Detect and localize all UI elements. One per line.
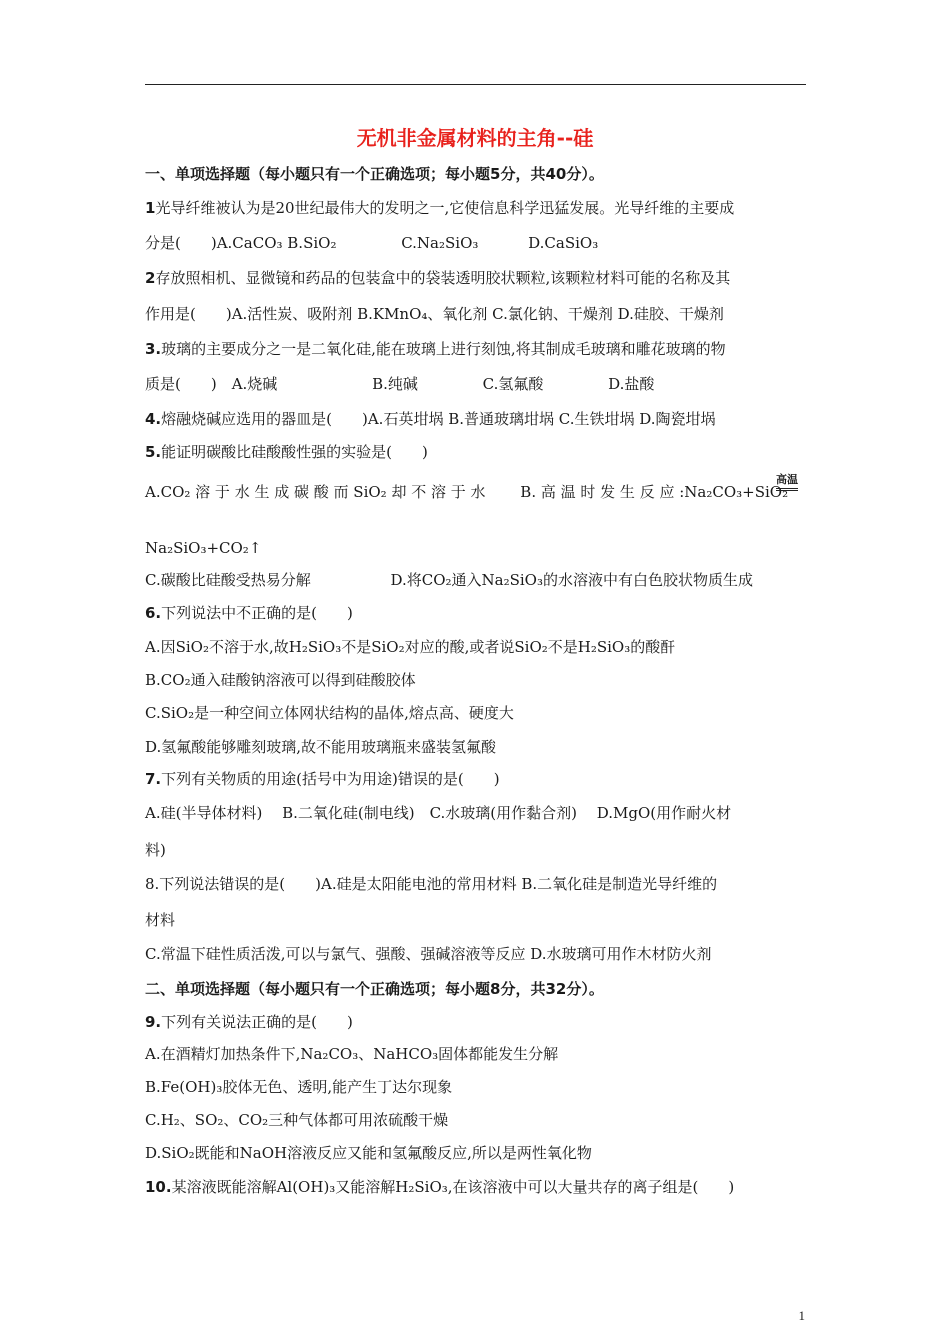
- question-number: 7.: [145, 770, 162, 788]
- text-line: [145, 910, 175, 930]
- line-text: C.SiO₂是一种空间立体网状结构的晶体,熔点高、硬度大: [145, 704, 514, 722]
- question-number: 2: [145, 269, 156, 287]
- text-line: [145, 304, 724, 324]
- question-number: 10.: [145, 1178, 172, 1196]
- text-line: [145, 603, 353, 623]
- question-number: 4.: [145, 410, 162, 428]
- line-text: 料): [145, 841, 166, 859]
- text-line: [145, 1110, 448, 1130]
- document-title: 无机非金属材料的主角--硅: [356, 126, 594, 150]
- line-text: 下列有关物质的用途(括号中为用途)错误的是( ): [161, 770, 500, 788]
- text-line: [145, 233, 598, 253]
- line-text: C.常温下硅性质活泼,可以与氯气、强酸、强碱溶液等反应 D.水玻璃可用作木材防火剂: [145, 945, 712, 963]
- line-text: 玻璃的主要成分之一是二氧化硅,能在玻璃上进行刻蚀,将其制成毛玻璃和雕花玻璃的物: [161, 340, 726, 358]
- text-line: [145, 874, 717, 894]
- reaction-condition-mark: 高温: [776, 474, 798, 491]
- text-line: [145, 1044, 558, 1064]
- line-text: 质是( ) A.烧碱 B.纯碱 C.氢氟酸 D.盐酸: [145, 375, 655, 393]
- text-line: [145, 482, 788, 502]
- text-line: [145, 840, 166, 860]
- line-text: C.H₂、SO₂、CO₂三种气体都可用浓硫酸干燥: [145, 1111, 449, 1129]
- line-text: D.SiO₂既能和NaOH溶液反应又能和氢氟酸反应,所以是两性氧化物: [145, 1144, 592, 1162]
- text-line: [145, 1143, 592, 1163]
- line-text: Na₂SiO₃+CO₂↑: [145, 539, 262, 557]
- section-2-heading: 二、单项选择题（每小题只有一个正确选项；每小题8分，共32分）。: [145, 980, 604, 998]
- line-text: D.氢氟酸能够雕刻玻璃,故不能用玻璃瓶来盛装氢氟酸: [145, 738, 497, 756]
- text-line: [145, 409, 716, 429]
- header-rule: [145, 84, 806, 85]
- text-line: [145, 538, 261, 558]
- line-text: 材料: [145, 911, 176, 929]
- text-line: [145, 803, 731, 823]
- question-number: 5.: [145, 443, 162, 461]
- section-1-heading: 一、单项选择题（每小题只有一个正确选项；每小题5分，共40分）。: [145, 165, 604, 183]
- text-line: [145, 670, 416, 690]
- page-number: 1: [798, 1308, 805, 1323]
- line-text: B.CO₂通入硅酸钠溶液可以得到硅酸胶体: [145, 671, 416, 689]
- question-number: 1: [145, 199, 156, 217]
- line-text: 存放照相机、显微镜和药品的包装盒中的袋装透明胶状颗粒,该颗粒材料可能的名称及其: [155, 269, 731, 287]
- text-line: [145, 442, 428, 462]
- line-text: 光导纤维被认为是20世纪最伟大的发明之一,它使信息科学迅猛发展。光导纤维的主要成: [155, 199, 735, 217]
- text-line: [145, 339, 726, 359]
- text-line: [145, 374, 654, 394]
- question-number: 3.: [145, 340, 162, 358]
- line-text: 熔融烧碱应选用的器皿是( )A.石英坩埚 B.普通玻璃坩埚 C.生铁坩埚 D.陶瓷坩埚: [161, 410, 716, 428]
- line-text: 分是( )A.CaCO₃ B.SiO₂ C.Na₂SiO₃ D.CaSiO₃: [145, 234, 599, 252]
- text-line: [145, 1077, 452, 1097]
- line-text: A.因SiO₂不溶于水,故H₂SiO₃不是SiO₂对应的酸,或者说SiO₂不是H₂SiO₃的酸酐: [145, 638, 676, 656]
- line-text: A.在酒精灯加热条件下,Na₂CO₃、NaHCO₃固体都能发生分解: [145, 1045, 559, 1063]
- line-text: 8.下列说法错误的是( )A.硅是太阳能电池的常用材料 B.二氧化硅是制造光导纤维的: [145, 875, 718, 893]
- line-text: 某溶液既能溶解Al(OH)₃又能溶解H₂SiO₃,在该溶液中可以大量共存的离子组是( ): [171, 1178, 735, 1196]
- text-line: [145, 703, 514, 723]
- question-number: 9.: [145, 1013, 162, 1031]
- question-number: 6.: [145, 604, 162, 622]
- text-line: [145, 268, 730, 288]
- line-text: 能证明碳酸比硅酸酸性强的实验是( ): [161, 443, 428, 461]
- line-text: 作用是( )A.活性炭、吸附剂 B.KMnO₄、氧化剂 C.氯化钠、干燥剂 D.硅胶、干燥剂: [145, 305, 724, 323]
- line-text: B.Fe(OH)₃胶体无色、透明,能产生丁达尔现象: [145, 1078, 453, 1096]
- text-line: [145, 737, 496, 757]
- text-line: [145, 637, 675, 657]
- text-line: [145, 198, 734, 218]
- line-text: A.硅(半导体材料) B.二氧化硅(制电线) C.水玻璃(用作黏合剂) D.MgO(用作耐火材: [145, 804, 732, 822]
- text-line: [145, 944, 712, 964]
- text-line: [145, 1012, 353, 1032]
- text-line: [145, 570, 753, 590]
- text-line: [145, 769, 500, 789]
- line-text: C.碳酸比硅酸受热易分解 D.将CO₂通入Na₂SiO₃的水溶液中有白色胶状物质生成: [145, 571, 753, 589]
- line-text: 下列说法中不正确的是( ): [161, 604, 353, 622]
- line-text: A.CO₂ 溶 于 水 生 成 碳 酸 而 SiO₂ 却 不 溶 于 水 B. 高 温 时 发 生 反 应 :Na₂CO₃+SiO₂: [145, 483, 789, 501]
- line-text: 下列有关说法正确的是( ): [161, 1013, 353, 1031]
- text-line: [145, 1177, 734, 1197]
